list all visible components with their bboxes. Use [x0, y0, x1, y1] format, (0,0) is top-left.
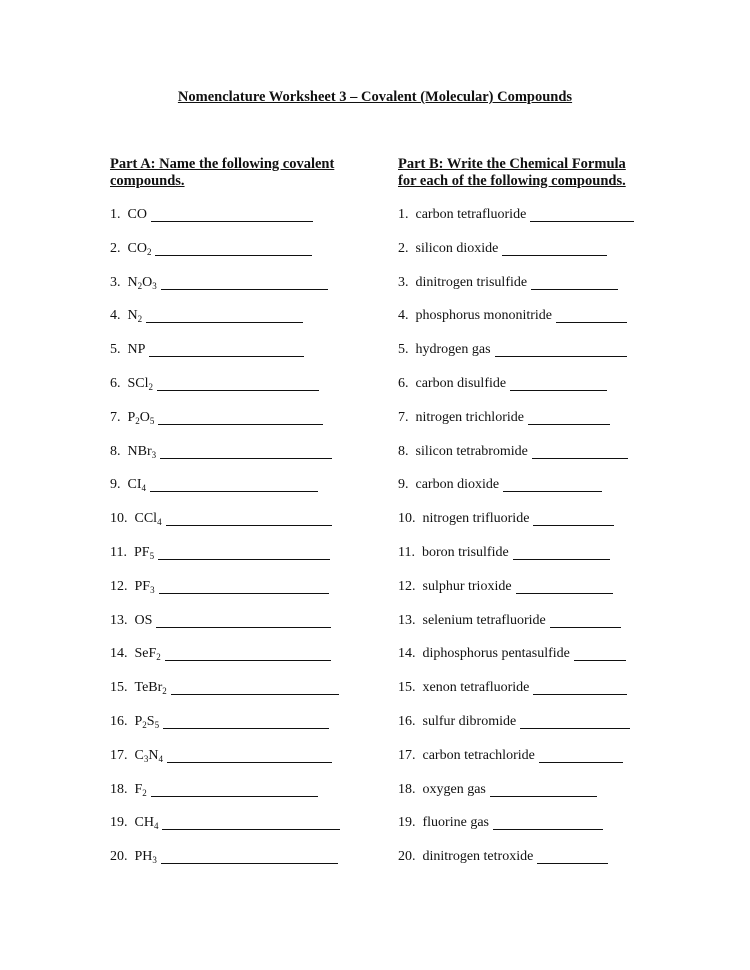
chemical-formula: [135, 748, 163, 764]
chemical-formula: [128, 444, 157, 460]
answer-blank[interactable]: [161, 275, 328, 290]
answer-blank[interactable]: [493, 815, 603, 830]
formula-subscript: 2: [142, 719, 147, 730]
compound-name: nitrogen trifluoride: [422, 511, 530, 527]
part-b-item: [398, 815, 634, 849]
compound-name: carbon tetrachloride: [422, 747, 535, 763]
formula-element: N: [148, 747, 159, 763]
answer-blank[interactable]: [520, 714, 630, 729]
item-number: 14.: [398, 646, 416, 662]
item-number: 5.: [110, 342, 121, 358]
part-a-item: [110, 849, 340, 883]
chemical-formula: [128, 477, 147, 493]
formula-element: N: [127, 274, 138, 290]
item-number: 3.: [398, 274, 409, 290]
compound-name: oxygen gas: [422, 781, 486, 797]
compound-name: dinitrogen tetroxide: [422, 849, 534, 865]
formula-element: N: [127, 308, 138, 324]
part-a-item: [110, 410, 340, 444]
formula-element: PH: [134, 849, 153, 865]
chemical-formula: [135, 815, 159, 831]
formula-subscript: 4: [158, 753, 163, 764]
formula-element: O: [142, 274, 153, 290]
chemical-formula: [135, 849, 157, 865]
chemical-formula: [135, 782, 147, 798]
item-number: 16.: [398, 713, 416, 729]
formula-subscript: 3: [152, 855, 157, 866]
compound-name: fluorine gas: [422, 815, 489, 831]
formula-subscript: 4: [141, 483, 146, 494]
compound-name: carbon dioxide: [415, 477, 500, 493]
chemical-formula: [128, 241, 152, 257]
item-number: 13.: [110, 612, 128, 628]
part-b-item: [398, 680, 634, 714]
part-b-heading-line1: Part B: Write the Chemical Formula: [398, 156, 626, 172]
part-b-item: [398, 545, 634, 579]
formula-element: CO: [127, 207, 147, 222]
answer-blank[interactable]: [533, 511, 614, 526]
formula-subscript: 2: [135, 415, 140, 426]
formula-element: NP: [127, 342, 146, 358]
item-number: 8.: [398, 443, 409, 459]
item-number: 7.: [110, 409, 121, 425]
part-a-heading-line2: compounds.: [110, 173, 185, 189]
item-number: 16.: [110, 713, 128, 729]
formula-subscript: 5: [149, 415, 155, 426]
compound-name: carbon tetrafluoride: [415, 207, 527, 222]
answer-blank[interactable]: [167, 748, 332, 763]
answer-blank[interactable]: [503, 477, 602, 492]
formula-subscript: 4: [157, 517, 162, 528]
item-number: 10.: [398, 511, 416, 527]
item-number: 18.: [398, 781, 416, 797]
part-a-item: [110, 579, 340, 613]
answer-blank[interactable]: [537, 849, 608, 864]
part-b-item: [398, 241, 634, 275]
item-number: 2.: [110, 240, 121, 256]
formula-element: PF: [133, 544, 150, 560]
part-b-item: [398, 782, 634, 816]
answer-blank[interactable]: [171, 680, 339, 695]
chemical-formula: [135, 579, 155, 595]
item-number: 11.: [398, 544, 415, 560]
item-number: 8.: [110, 443, 121, 459]
compound-name: phosphorus mononitride: [415, 308, 552, 324]
part-b-item: [398, 579, 634, 613]
answer-blank[interactable]: [550, 613, 621, 628]
answer-blank[interactable]: [502, 241, 607, 256]
formula-subscript: 2: [142, 787, 147, 798]
part-a-item: [110, 545, 340, 579]
part-a-item: [110, 207, 340, 241]
answer-blank[interactable]: [516, 579, 613, 594]
item-number: 19.: [398, 815, 416, 831]
part-b-item: [398, 444, 634, 478]
part-b-column: [398, 156, 678, 865]
item-number: 6.: [110, 375, 121, 391]
formula-subscript: 5: [149, 550, 155, 561]
part-a-item: [110, 376, 340, 410]
formula-element: PF: [134, 578, 151, 594]
formula-element: S: [146, 713, 155, 729]
item-number: 2.: [398, 240, 409, 256]
item-number: 17.: [110, 747, 128, 763]
part-b-item: [398, 714, 634, 748]
part-a-item: [110, 680, 340, 714]
compound-name: silicon dioxide: [415, 240, 499, 256]
item-number: 5.: [398, 342, 409, 358]
item-number: 20.: [110, 849, 128, 865]
chemical-formula: [128, 410, 155, 426]
answer-blank[interactable]: [156, 613, 331, 628]
answer-blank[interactable]: [150, 477, 318, 492]
item-number: 1.: [110, 207, 121, 222]
answer-blank[interactable]: [539, 748, 623, 763]
part-a-item: [110, 613, 340, 647]
chemical-formula: [135, 613, 153, 629]
part-b-item: [398, 613, 634, 647]
item-number: 15.: [110, 680, 128, 696]
answer-blank[interactable]: [531, 275, 618, 290]
formula-subscript: 2: [137, 314, 143, 325]
item-number: 19.: [110, 815, 128, 831]
compound-name: hydrogen gas: [415, 342, 491, 358]
answer-blank[interactable]: [160, 444, 332, 459]
part-a-item: [110, 241, 340, 275]
formula-subscript: 2: [137, 280, 143, 291]
formula-subscript: 3: [143, 753, 149, 764]
formula-element: P: [134, 713, 143, 729]
part-b-item: [398, 275, 634, 309]
answer-blank[interactable]: [159, 579, 329, 594]
compound-name: dinitrogen trisulfide: [415, 274, 528, 290]
part-b-heading: [398, 156, 678, 190]
formula-subscript: 2: [162, 686, 167, 697]
item-number: 3.: [110, 274, 121, 290]
answer-blank[interactable]: [161, 849, 338, 864]
answer-blank[interactable]: [530, 207, 634, 222]
compound-name: xenon tetrafluoride: [422, 680, 530, 696]
formula-element: OS: [134, 612, 153, 628]
item-number: 6.: [398, 375, 409, 391]
answer-blank[interactable]: [528, 410, 610, 425]
answer-blank[interactable]: [146, 308, 303, 323]
formula-subscript: 4: [153, 821, 159, 832]
chemical-formula: [128, 207, 147, 223]
formula-element: CH: [134, 815, 154, 831]
part-b-item: [398, 849, 634, 883]
part-a-item: [110, 477, 340, 511]
chemical-formula: [134, 545, 154, 561]
answer-blank[interactable]: [163, 714, 329, 729]
answer-blank[interactable]: [513, 545, 610, 560]
answer-blank[interactable]: [151, 207, 313, 222]
formula-subscript: 3: [151, 449, 157, 460]
part-a-column: [110, 156, 370, 866]
formula-element: SeF: [134, 646, 157, 662]
answer-blank[interactable]: [556, 308, 627, 323]
formula-subscript: 3: [152, 280, 157, 291]
part-b-heading-line2: for each of the following compounds.: [398, 173, 626, 189]
formula-element: CCl: [134, 511, 158, 527]
compound-name: sulfur dibromide: [422, 713, 517, 729]
item-number: 7.: [398, 409, 409, 425]
chemical-formula: [128, 342, 146, 358]
part-b-item: [398, 410, 634, 444]
part-b-item: [398, 477, 634, 511]
compound-name: boron trisulfide: [421, 544, 509, 560]
item-number: 14.: [110, 646, 128, 662]
item-number: 1.: [398, 207, 409, 222]
formula-element: CO: [127, 240, 147, 256]
part-b-item: [398, 646, 634, 680]
part-b-list: [398, 207, 634, 883]
formula-element: CI: [127, 477, 142, 493]
item-number: 20.: [398, 849, 416, 865]
item-number: 13.: [398, 612, 416, 628]
answer-blank[interactable]: [165, 646, 331, 661]
item-number: 4.: [110, 308, 121, 324]
formula-element: C: [134, 747, 144, 763]
item-number: 11.: [110, 544, 127, 560]
part-a-item: [110, 342, 340, 376]
part-a-list: [110, 207, 340, 883]
formula-element: O: [139, 409, 150, 425]
answer-blank[interactable]: [151, 782, 318, 797]
part-b-item: [398, 308, 634, 342]
part-a-item: [110, 748, 340, 782]
answer-blank[interactable]: [510, 376, 607, 391]
answer-blank[interactable]: [157, 376, 319, 391]
compound-name: selenium tetrafluoride: [422, 612, 546, 628]
chemical-formula: [135, 511, 162, 527]
chemical-formula: [128, 376, 154, 392]
part-a-item: [110, 511, 340, 545]
part-a-item: [110, 714, 340, 748]
answer-blank[interactable]: [574, 646, 626, 661]
compound-name: diphosphorus pentasulfide: [422, 646, 570, 662]
part-b-item: [398, 511, 634, 545]
chemical-formula: [135, 714, 160, 730]
formula-element: P: [127, 409, 136, 425]
item-number: 9.: [110, 477, 121, 493]
answer-blank[interactable]: [166, 511, 332, 526]
answer-blank[interactable]: [532, 444, 628, 459]
formula-subscript: 2: [148, 381, 154, 392]
answer-blank[interactable]: [533, 680, 627, 695]
part-b-item: [398, 748, 634, 782]
item-number: 4.: [398, 308, 409, 324]
part-a-item: [110, 646, 340, 680]
item-number: 18.: [110, 781, 128, 797]
part-b-item: [398, 207, 634, 241]
answer-blank[interactable]: [155, 241, 312, 256]
part-a-item: [110, 782, 340, 816]
item-number: 9.: [398, 477, 409, 493]
worksheet-title: Nomenclature Worksheet 3 – Covalent (Molecular) Compounds: [177, 89, 573, 105]
compound-name: sulphur trioxide: [422, 578, 512, 594]
part-a-item: [110, 308, 340, 342]
item-number: 17.: [398, 747, 416, 763]
part-b-item: [398, 376, 634, 410]
item-number: 12.: [398, 578, 416, 594]
answer-blank[interactable]: [149, 342, 304, 357]
formula-subscript: 5: [154, 719, 160, 730]
compound-name: silicon tetrabromide: [415, 443, 528, 459]
chemical-formula: [128, 308, 143, 324]
chemical-formula: [128, 275, 157, 291]
compound-name: carbon disulfide: [415, 375, 507, 391]
chemical-formula: [135, 680, 167, 696]
formula-element: SCl: [127, 375, 149, 391]
answer-blank[interactable]: [495, 342, 627, 357]
part-a-item: [110, 444, 340, 478]
formula-subscript: 2: [156, 652, 161, 663]
part-a-item: [110, 275, 340, 309]
answer-blank[interactable]: [158, 545, 330, 560]
compound-name: nitrogen trichloride: [415, 409, 524, 425]
item-number: 12.: [110, 578, 128, 594]
item-number: 15.: [398, 680, 416, 696]
part-a-item: [110, 815, 340, 849]
item-number: 10.: [110, 511, 128, 527]
formula-element: F: [134, 781, 143, 797]
answer-blank[interactable]: [490, 782, 597, 797]
answer-blank[interactable]: [162, 815, 340, 830]
answer-blank[interactable]: [158, 410, 323, 425]
chemical-formula: [135, 646, 161, 662]
formula-subscript: 3: [150, 584, 155, 595]
formula-element: TeBr: [134, 680, 163, 696]
formula-subscript: 2: [146, 246, 152, 257]
part-b-item: [398, 342, 634, 376]
part-a-heading: [110, 156, 370, 190]
formula-element: NBr: [127, 443, 152, 459]
part-a-heading-line1: Part A: Name the following covalent: [110, 156, 335, 172]
